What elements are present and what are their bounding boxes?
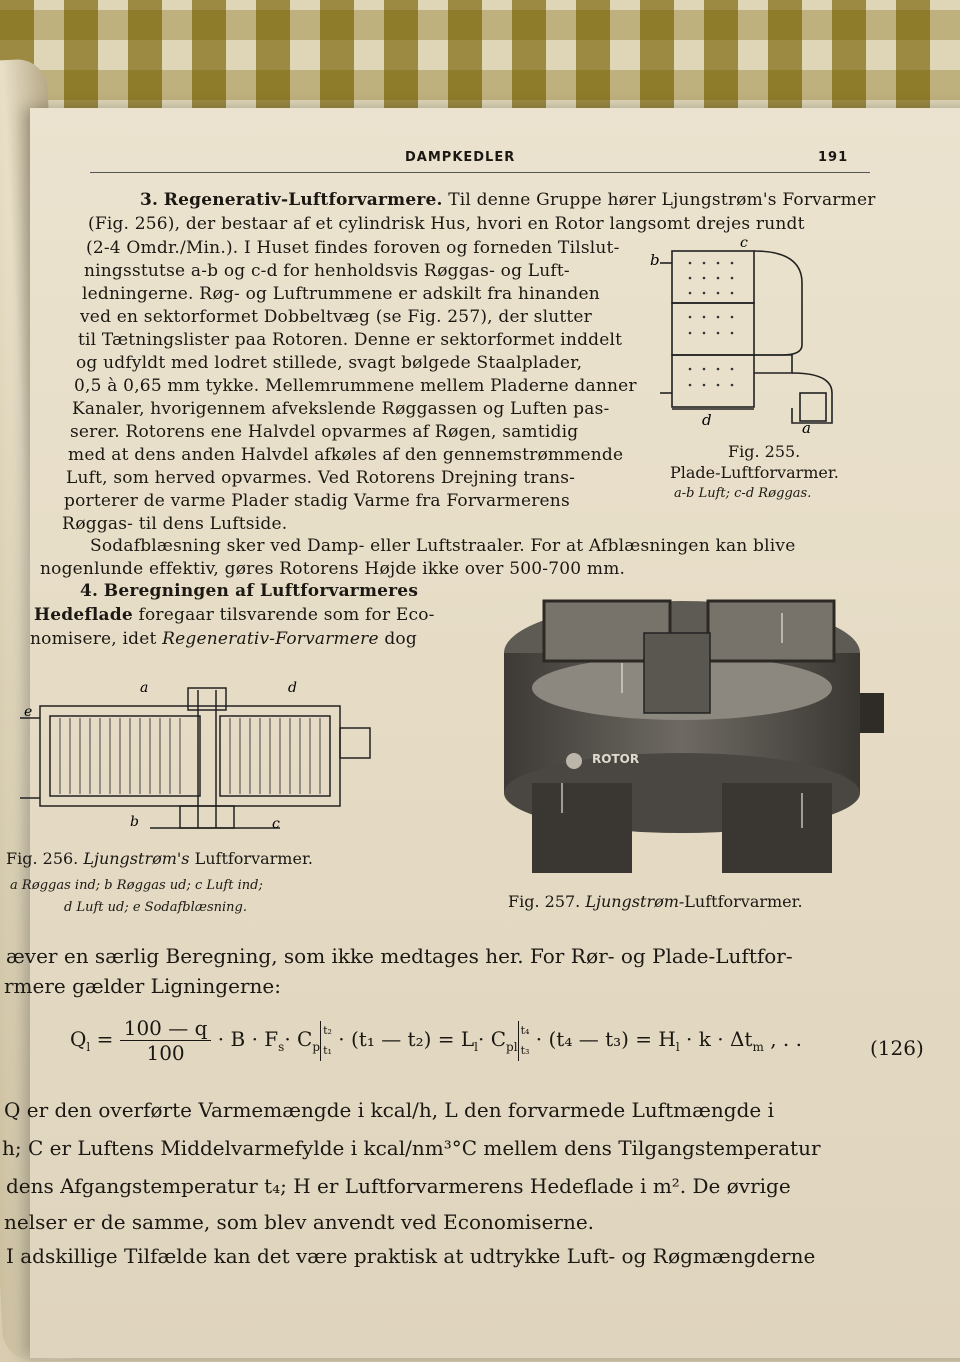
fig256-legend-1: a Røggas ind; b Røggas ud; c Luft ind; bbox=[10, 878, 263, 893]
fig257-caption bbox=[508, 892, 803, 911]
section4-text: foregaar tilsvarende som for Eco- bbox=[138, 605, 435, 625]
fig257-title: -Luftforvarmer. bbox=[678, 892, 803, 911]
section4-number: 4. bbox=[80, 581, 99, 601]
fig256-letter-e: e bbox=[24, 704, 33, 720]
fig255-letter-b: b bbox=[650, 251, 660, 269]
text-line: porterer de varme Plader stadig Varme fra Forvarmerens bbox=[64, 491, 570, 511]
explanation-line-1: Q er den overførte Varmemængde i kcal/h, L den forvarmede Luftmængde i bbox=[4, 1098, 774, 1122]
section4-line-2 bbox=[34, 605, 435, 625]
text-line: Sodafblæsning sker ved Damp- eller Luftstraaler. For at Afblæsningen kan blive bbox=[90, 536, 796, 556]
eq-term: · B · F bbox=[217, 1027, 279, 1051]
fig257-plate-text: ROTOR bbox=[592, 752, 640, 766]
fig256-drawing bbox=[20, 678, 380, 848]
fig255-letter-d: d bbox=[702, 411, 712, 429]
text-line: nogenlunde effektiv, gøres Rotorens Højde ikke over 500-700 mm. bbox=[40, 559, 626, 579]
eq-lhs: Q bbox=[70, 1027, 87, 1051]
fig257-label: Fig. 257. bbox=[508, 892, 581, 911]
eq-limits-1 bbox=[320, 1021, 332, 1061]
eq-term: · k · Δt bbox=[686, 1027, 753, 1051]
fig255-drawing bbox=[642, 233, 872, 433]
section4-text: dog bbox=[384, 629, 417, 649]
eq-limit: t₁ bbox=[323, 1043, 332, 1057]
explanation-line-2: h; C er Luftens Middelvarmefylde i kcal/nm³°C mellem dens Tilgangstemperatur bbox=[2, 1136, 821, 1160]
text-line: (Fig. 256), der bestaar af et cylindrisk Hus, hvori en Rotor langsomt drejes rundt bbox=[88, 214, 805, 234]
text-line: Røggas- til dens Luftside. bbox=[62, 514, 288, 534]
fig256-letter-d: d bbox=[288, 680, 297, 696]
fig256-caption bbox=[6, 849, 313, 868]
eq-fraction bbox=[120, 1016, 212, 1065]
text-line: serer. Rotorens ene Halvdel opvarmes af Røgen, samtidig bbox=[70, 422, 579, 442]
eq-limit: t₄ bbox=[520, 1023, 530, 1037]
fig256-label: Fig. 256. bbox=[6, 849, 79, 868]
continuation-line-2: rmere gælder Ligningerne: bbox=[4, 974, 281, 998]
eq-limits-2 bbox=[518, 1021, 530, 1061]
header-rule bbox=[90, 172, 870, 173]
text-line: Luft, som herved opvarmes. Ved Rotorens Drejning trans- bbox=[66, 468, 576, 488]
equation-number: (126) bbox=[870, 1036, 924, 1060]
fig256-letter-a: a bbox=[140, 680, 149, 696]
section3-heading: Regenerativ-Luftforvarmere. bbox=[163, 190, 443, 210]
eq-numerator: 100 — q bbox=[120, 1016, 212, 1041]
eq-limit: t₃ bbox=[520, 1043, 530, 1057]
eq-term: · (t₁ — t₂) = L bbox=[338, 1027, 475, 1051]
section3-line-1 bbox=[140, 190, 876, 210]
fig256-letter-c: c bbox=[272, 816, 280, 832]
fig257-illustration bbox=[482, 593, 912, 883]
fig257-title-italic: Ljungstrøm bbox=[585, 892, 679, 911]
eq-term: · C bbox=[284, 1027, 313, 1051]
eq-term: · C bbox=[478, 1027, 507, 1051]
book-page bbox=[2, 108, 960, 1358]
section3-text: Til denne Gruppe hører Ljungstrøm's Forvarmer bbox=[448, 190, 876, 210]
text-line: (2-4 Omdr./Min.). I Huset findes foroven og forneden Tilslut- bbox=[86, 238, 620, 258]
eq-dots: , . . bbox=[770, 1027, 802, 1051]
text-line: med at dens anden Halvdel afkøles af den gennemstrømmende bbox=[68, 445, 624, 465]
text-line: 0,5 à 0,65 mm tykke. Mellemrummene mellem Pladerne danner bbox=[74, 376, 637, 396]
text-line: til Tætningslister paa Rotoren. Denne er sektorformet inddelt bbox=[78, 330, 623, 350]
text-line: ledningerne. Røg- og Luftrummene er adskilt fra hinanden bbox=[82, 284, 600, 304]
text-line: Kanaler, hvorigennem afvekslende Røggassen og Luften pas- bbox=[72, 399, 610, 419]
text-line: ved en sektorformet Dobbeltvæg (se Fig. 257), der slutter bbox=[80, 307, 593, 327]
section4-heading: Beregningen af Luftforvarmeres bbox=[103, 581, 419, 601]
fig255-label: Fig. 255. bbox=[728, 442, 801, 461]
running-title: DAMPKEDLER bbox=[405, 150, 516, 165]
explanation-line-5: I adskillige Tilfælde kan det være praktisk at udtrykke Luft- og Røgmængderne bbox=[6, 1244, 816, 1268]
section4-line-3 bbox=[30, 629, 417, 649]
eq-denominator: 100 bbox=[146, 1041, 185, 1065]
eq-term: · (t₄ — t₃) = H bbox=[535, 1027, 676, 1051]
explanation-line-4: nelser er de samme, som blev anvendt ved Economiserne. bbox=[4, 1210, 595, 1234]
explanation-line-3: dens Afgangstemperatur t₄; H er Luftforvarmerens Hedeflade i m². De øvrige bbox=[6, 1174, 791, 1198]
section4-heading-line bbox=[80, 581, 418, 601]
fig255-letter-a: a bbox=[802, 419, 811, 433]
continuation-line-1: æver en særlig Beregning, som ikke medtages her. For Rør- og Plade-Luftfor- bbox=[6, 944, 793, 968]
fig256-title-italic: Ljungstrøm's bbox=[83, 849, 190, 868]
fig256-legend-2: d Luft ud; e Sodafblæsning. bbox=[64, 900, 248, 915]
section4-heading-2: Hedeflade bbox=[34, 605, 133, 625]
section4-italic: Regenerativ-Forvarmere bbox=[162, 629, 379, 649]
page-number: 191 bbox=[818, 150, 849, 165]
fig256-letter-b: b bbox=[130, 814, 139, 830]
fig255-title: Plade-Luftforvarmer. bbox=[670, 463, 839, 482]
section4-text: nomisere, idet bbox=[30, 629, 157, 649]
text-line: og udfyldt med lodret stillede, svagt bølgede Staalplader, bbox=[76, 353, 583, 373]
eq-sub: m bbox=[752, 1040, 764, 1054]
section3-number: 3. bbox=[140, 190, 159, 210]
equation-126: $Q_l$ = $\frac{100 — q}{100}$ · $B \cdot F_s\cdot C_pt_2$ t₁ · (t₁ — $t_2) = L_l\cdot C_{pl}t_4$ t₃ · (t₄ — $t_3) = H_l \cdot k \cdot \Delta t_m$ , . . bbox=[70, 1016, 802, 1065]
fig255-letter-c: c bbox=[740, 235, 748, 251]
fig256-title: Luftforvarmer. bbox=[194, 849, 313, 868]
fig255-legend: a-b Luft; c-d Røggas. bbox=[674, 486, 812, 501]
eq-limit: t₂ bbox=[323, 1023, 332, 1037]
text-line: ningsstutse a-b og c-d for henholdsvis Røggas- og Luft- bbox=[84, 261, 570, 281]
